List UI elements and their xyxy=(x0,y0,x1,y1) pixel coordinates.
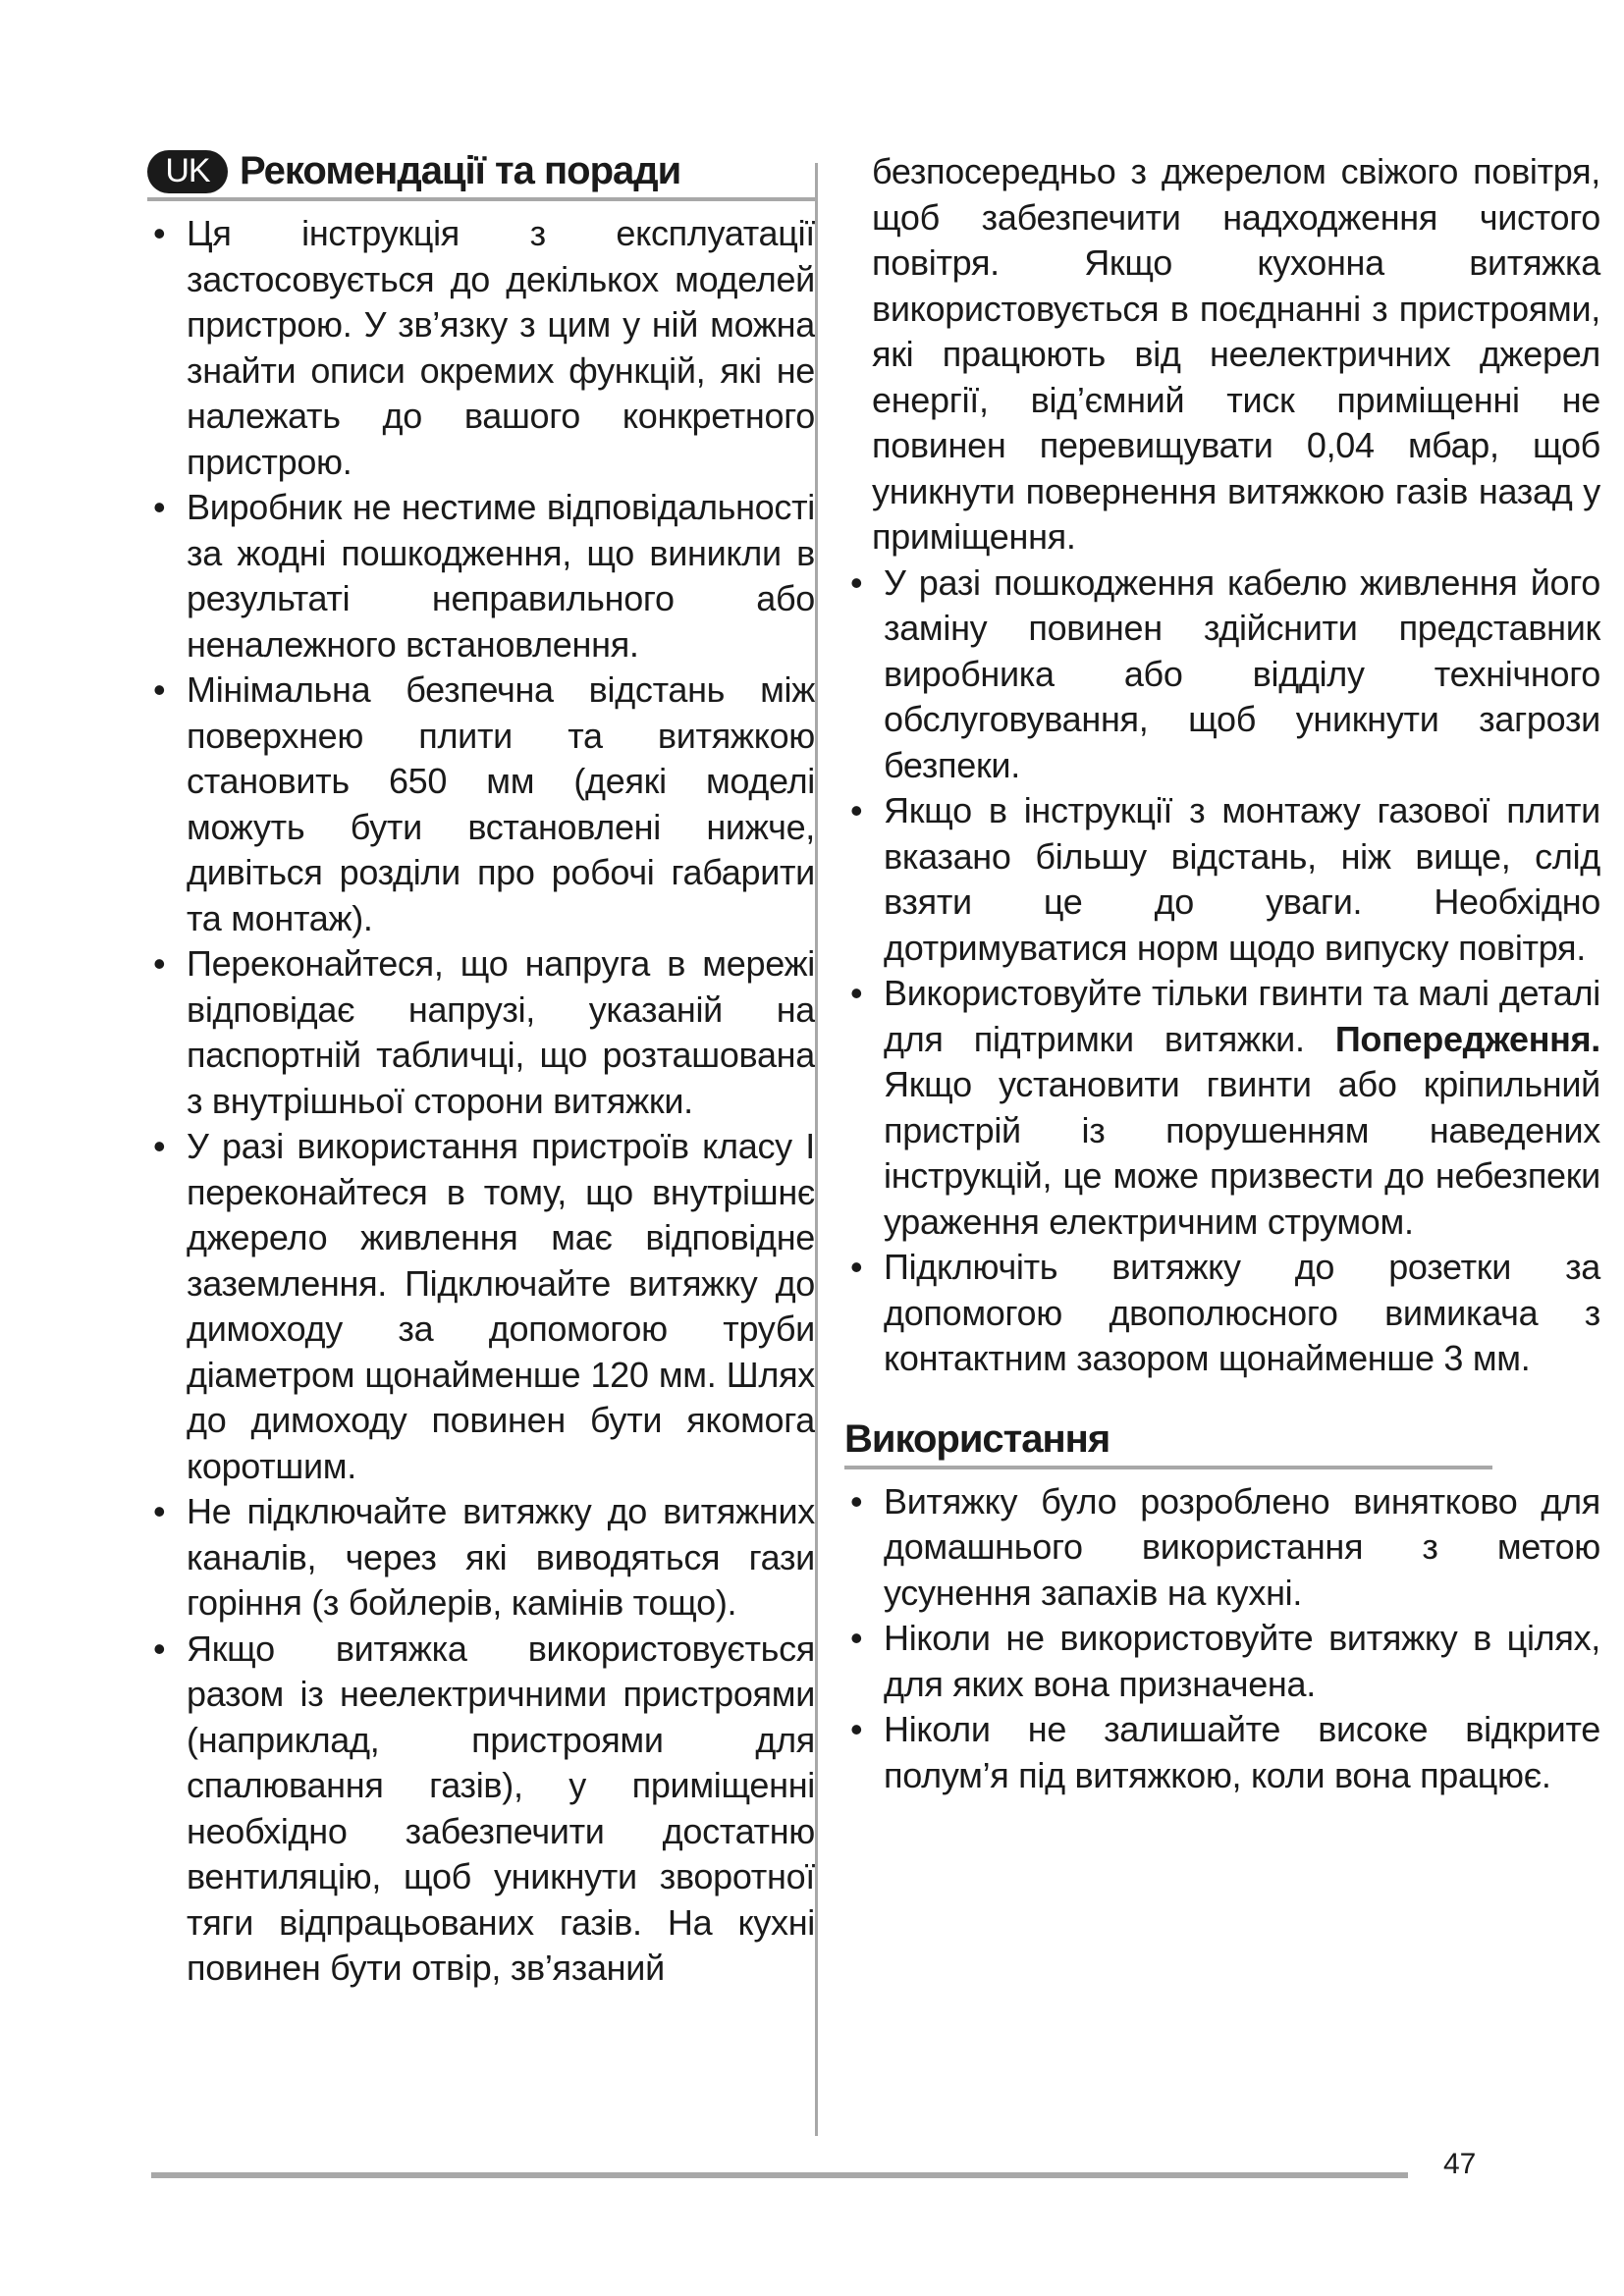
list-item xyxy=(147,1124,815,1489)
warning-label: Попередження. xyxy=(1334,1018,1601,1059)
list-item xyxy=(147,485,815,667)
list-item xyxy=(147,1489,815,1627)
list-item-text: Ніколи не залишайте високе відкрите полум’я під витяжкою, коли вона працює. xyxy=(884,1709,1600,1795)
section-title: Рекомендації та поради xyxy=(240,149,681,192)
bullet-icon: • xyxy=(153,1628,166,1669)
continuation-paragraph: безпосередньо з джерелом свіжого повітря, щоб забезпечити надходження чистого повітря. Якщо кухонна витяжка використовується в поєднанні з пристроями, які працюють від неелектричних джерел енергії, від’ємний тиск приміщенні не повинен перевищувати 0,04 мбар, щоб уникнути повернення витяжкою газів назад у приміщення. xyxy=(872,151,1600,557)
section-heading-usage xyxy=(844,1417,1492,1469)
list-item-text: Підключіть витяжку до розетки за допомогою двополюсного вимикача з контактним зазором щонайменше 3 мм. xyxy=(884,1247,1600,1378)
list-item-text: Ніколи не використовуйте витяжку в цілях, для яких вона призначена. xyxy=(884,1618,1600,1704)
list-item xyxy=(844,1479,1600,1617)
list-item xyxy=(147,211,815,485)
list-item-text: Не підключайте витяжку до витяжних каналів, через які виводяться гази горіння (з бойлерів, камінів тощо). xyxy=(187,1491,815,1623)
usage-list xyxy=(844,1479,1600,1799)
list-item-text: Ця інструкція з експлуатації застосовується до декількох моделей пристрою. У зв’язку з цим у ній можна знайти описи окремих функцій, які не належать до вашого конкретного пристрою. xyxy=(187,213,815,482)
bullet-icon: • xyxy=(153,943,166,984)
language-badge: UK xyxy=(147,150,228,193)
bullet-icon: • xyxy=(850,561,863,603)
bullet-icon: • xyxy=(850,1480,863,1522)
bullet-icon: • xyxy=(153,1126,166,1166)
list-item xyxy=(147,1627,815,1992)
bullet-icon: • xyxy=(850,1709,863,1749)
list-item-text: У разі використання пристроїв класу I переконайтеся в тому, що внутрішнє джерело живлення має відповідне заземлення. Підключайте витяжку до димоходу за допомогою труби діаметром щонайменше 120 мм. Шлях до димоходу повинен бути якомога коротшим. xyxy=(187,1126,815,1486)
page-number: 47 xyxy=(1443,2148,1477,2180)
list-item-text: Виробник не нестиме відповідальності за жодні пошкодження, що виникли в результаті неправильного або неналежного встановлення. xyxy=(187,487,815,665)
list-item-text: Якщо в інструкції з монтажу газової плити вказано більшу відстань, ніж вище, слід взяти це до уваги. Необхідно дотримуватися норм щодо випуску повітря. xyxy=(884,790,1600,968)
left-column xyxy=(147,149,815,1992)
bullet-icon: • xyxy=(850,1618,863,1658)
bullet-icon: • xyxy=(850,973,863,1013)
list-item-text: У разі пошкодження кабелю живлення його заміну повинен здійснити представник виробника або відділу технічного обслуговування, щоб уникнути загрози безпеки. xyxy=(884,561,1600,785)
list-item xyxy=(844,788,1600,971)
footer-rule xyxy=(151,2172,1408,2178)
bullet-icon: • xyxy=(850,1247,863,1287)
bullet-icon: • xyxy=(153,213,166,253)
list-item xyxy=(844,1245,1600,1382)
warning-text: Якщо установити гвинти або кріпильний пристрій із порушенням наведених інструкцій, це може призвести до небезпеки ураження електричним струмом. xyxy=(884,1064,1600,1242)
list-item xyxy=(147,667,815,941)
bullet-icon: • xyxy=(850,790,863,830)
column-divider xyxy=(815,163,818,2136)
bullet-icon: • xyxy=(153,487,166,527)
list-item-text: Використовуйте тільки гвинти та малі деталі для підтримки витяжки. xyxy=(884,973,1600,1059)
list-item-text: Витяжку було розроблено винятково для домашнього використання з метою усунення запахів на кухні. xyxy=(884,1480,1600,1613)
bullet-icon: • xyxy=(153,1491,166,1531)
recommendations-list xyxy=(147,211,815,1992)
section-heading-recommendations xyxy=(147,149,815,201)
list-item-text: Якщо витяжка використовується разом із неелектричними пристроями (наприклад, пристроями для спалювання газів), у приміщенні необхідно забезпечити достатню вентиляцію, щоб уникнути зворотної тяги відпрацьованих газів. На кухні повинен бути отвір, зв’язаний xyxy=(187,1628,815,1988)
list-item xyxy=(844,1616,1600,1707)
list-item-text: Мінімальна безпечна відстань між поверхнею плити та витяжкою становить 650 мм (деякі моделі можуть бути встановлені нижче, дивіться розділи про робочі габарити та монтаж). xyxy=(187,669,815,938)
right-column xyxy=(844,149,1600,1798)
bullet-icon: • xyxy=(153,669,166,710)
list-item xyxy=(147,941,815,1124)
list-item-text: Переконайтеся, що напруга в мережі відповідає напрузі, указаній на паспортній табличці, що розташована з внутрішньої сторони витяжки. xyxy=(187,943,815,1121)
recommendations-list-continued xyxy=(844,561,1600,1382)
list-item xyxy=(844,971,1600,1245)
usage-title: Використання xyxy=(844,1416,1110,1461)
list-item xyxy=(844,1707,1600,1798)
list-item xyxy=(844,561,1600,789)
